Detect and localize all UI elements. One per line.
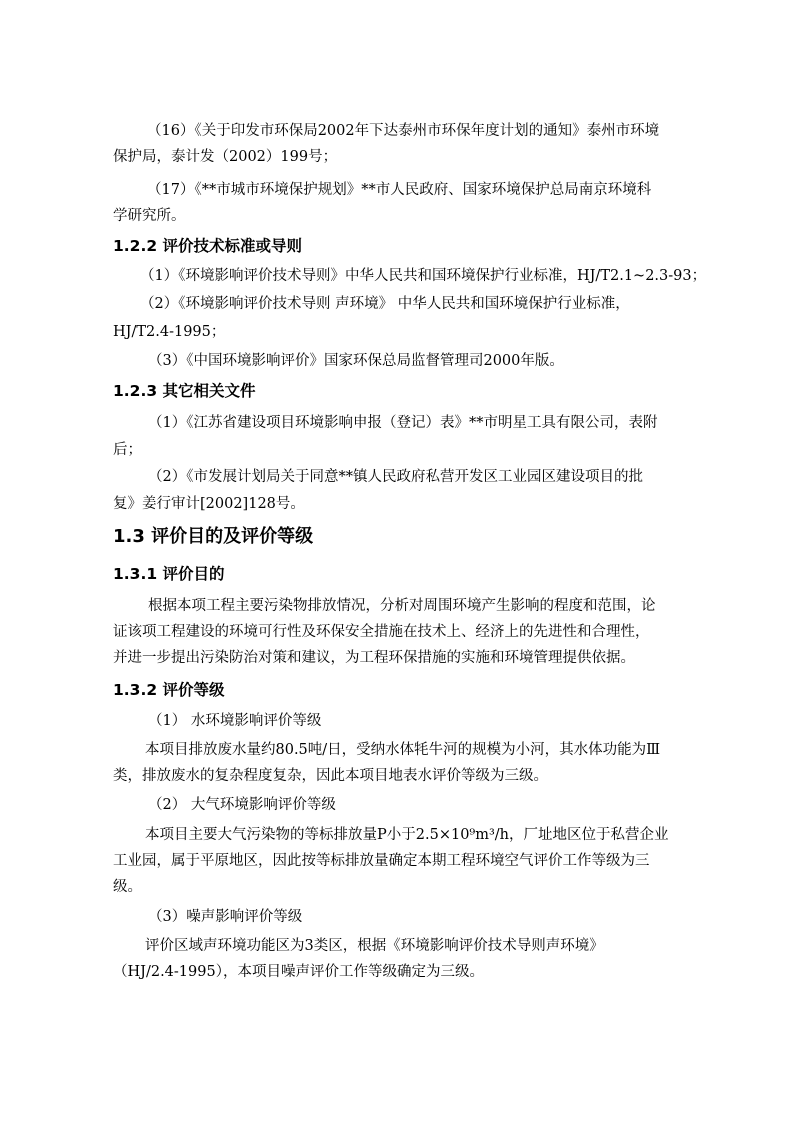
standard-2-line2: HJ/T2.4-1995；	[113, 324, 226, 340]
purpose-line2: 证该项工程建设的环境可行性及环保安全措施在技术上、经济上的先进性和合理性，	[113, 624, 650, 640]
purpose-line3: 并进一步提出污染防治对策和建议，为工程环保措施的实施和环境管理提供依据。	[113, 650, 635, 666]
reference-16-line1: （16）《关于印发市环保局2002年下达泰州市环保年度计划的通知》泰州市环境	[147, 123, 660, 139]
air-level-heading: （2） 大气环境影响评价等级	[148, 797, 336, 813]
heading-1-3-1: 1.3.1 评价目的	[113, 565, 225, 583]
heading-1-2-3: 1.2.3 其它相关文件	[113, 382, 256, 400]
heading-1-3: 1.3 评价目的及评价等级	[113, 526, 314, 547]
reference-16-line2: 保护局，泰计发（2002）199号；	[113, 149, 338, 165]
noise-level-line1: 评价区域声环境功能区为3类区，根据《环境影响评价技术导则声环境》	[145, 938, 604, 954]
reference-17-line2: 学研究所。	[113, 208, 186, 224]
water-level-line2: 类，排放废水的复杂程度复杂，因此本项目地表水评价等级为三级。	[113, 768, 548, 784]
heading-1-2-2: 1.2.2 评价技术标准或导则	[113, 237, 303, 255]
other-doc-1-line2: 后；	[113, 442, 142, 458]
heading-1-3-2: 1.3.2 评价等级	[113, 681, 225, 699]
noise-level-heading: （3）噪声影响评价等级	[148, 909, 303, 925]
other-doc-1-line1: （1）《江苏省建设项目环境影响申报（登记）表》**市明星工具有限公司，表附	[148, 415, 658, 431]
purpose-line1: 根据本项工程主要污染物排放情况，分析对周围环境产生影响的程度和范围，论	[148, 598, 656, 614]
reference-17-line1: （17）《**市城市环境保护规划》**市人民政府、国家环境保护总局南京环境科	[147, 182, 652, 198]
air-level-line1: 本项目主要大气污染物的等标排放量P小于2.5×10⁹m³/h，厂址地区位于私营企业	[145, 827, 669, 843]
standard-3: （3）《中国环境影响评价》国家环保总局监督管理司2000年版。	[148, 353, 564, 369]
other-doc-2-line2: 复》姜行审计[2002]128号。	[113, 496, 305, 512]
standard-2-line1: （2）《环境影响评价技术导则 声环境》 中华人民共和国环境保护行业标准，	[140, 296, 630, 312]
noise-level-line2: （HJ/2.4-1995），本项目噪声评价工作等级确定为三级。	[113, 964, 484, 980]
air-level-line2: 工业园，属于平原地区，因此按等标排放量确定本期工程环境空气评价工作等级为三	[113, 853, 650, 869]
air-level-line3: 级。	[113, 879, 142, 895]
standard-1: （1）《环境影响评价技术导则》中华人民共和国环境保护行业标准，HJ/T2.1~2.3-93；	[140, 268, 707, 284]
water-level-heading: （1） 水环境影响评价等级	[148, 713, 322, 729]
water-level-line1: 本项目排放废水量约80.5吨/日，受纳水体牦牛河的规模为小河，其水体功能为Ⅲ	[145, 742, 661, 758]
other-doc-2-line1: （2）《市发展计划局关于同意**镇人民政府私营开发区工业园区建设项目的批	[148, 469, 643, 485]
